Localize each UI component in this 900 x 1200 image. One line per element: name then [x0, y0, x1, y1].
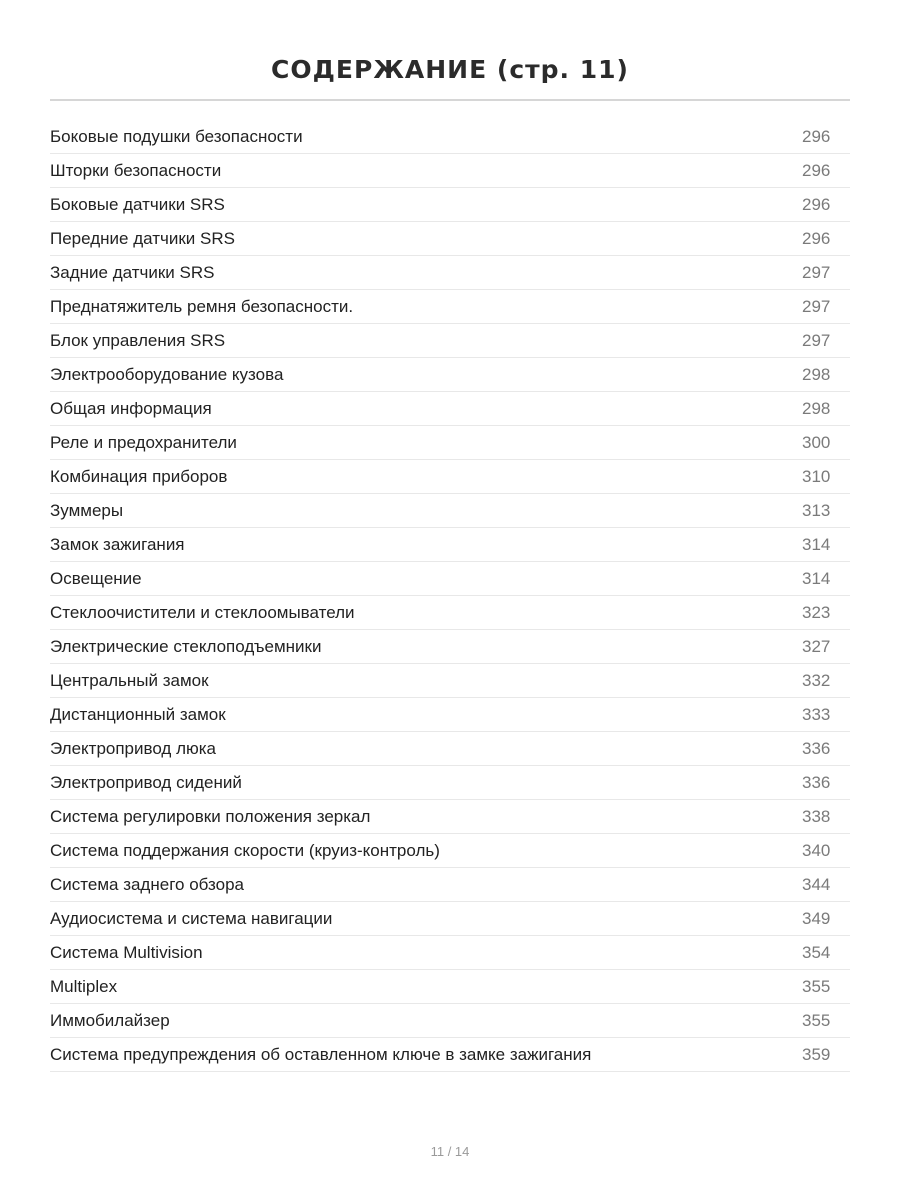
toc-entry-label: Преднатяжитель ремня безопасности.: [50, 296, 354, 316]
toc-entry-label: Multiplex: [50, 976, 118, 996]
toc-entry[interactable]: [50, 1038, 850, 1072]
toc-entry-page-number: 296: [802, 126, 831, 146]
toc-entry-label: Стеклоочистители и стеклоомыватели: [50, 602, 355, 622]
toc-entry-page-number: 297: [802, 296, 831, 316]
toc-entry-page-number: 344: [802, 874, 831, 894]
toc-entry[interactable]: [50, 902, 850, 936]
toc-entry-label: Боковые датчики SRS: [50, 194, 225, 214]
toc-entry-page-number: 355: [802, 976, 831, 996]
toc-entry[interactable]: [50, 596, 850, 630]
toc-entry[interactable]: [50, 630, 850, 664]
toc-entry-page-number: 327: [802, 636, 831, 656]
toc-entry[interactable]: [50, 120, 850, 154]
toc-entry-page-number: 338: [802, 806, 831, 826]
toc-entry-label: Система предупреждения об оставленном ключе в замке зажигания: [50, 1044, 592, 1064]
toc-entry-label: Электрические стеклоподъемники: [50, 636, 322, 656]
toc-entry-label: Шторки безопасности: [50, 160, 222, 180]
toc-entry-page-number: 296: [802, 228, 831, 248]
toc-entry-page-number: 310: [802, 466, 831, 486]
toc-entry-label: Замок зажигания: [50, 534, 185, 554]
toc-entry[interactable]: [50, 290, 850, 324]
toc-entry-page-number: 354: [802, 942, 831, 962]
toc-entry-label: Передние датчики SRS: [50, 228, 235, 248]
toc-entry[interactable]: [50, 358, 850, 392]
toc-entry-page-number: 298: [802, 398, 831, 418]
toc-entry[interactable]: [50, 460, 850, 494]
toc-entry-page-number: 336: [802, 772, 831, 792]
toc-entry[interactable]: [50, 324, 850, 358]
toc-entry[interactable]: [50, 528, 850, 562]
toc-entry-label: Система поддержания скорости (круиз-контроль): [50, 840, 440, 860]
toc-entry[interactable]: [50, 392, 850, 426]
toc-entry[interactable]: [50, 936, 850, 970]
toc-entry[interactable]: [50, 222, 850, 256]
page-title: СОДЕРЖАНИЕ (стр. 11): [271, 54, 629, 84]
toc-entry-page-number: 314: [802, 534, 831, 554]
table-of-contents: [50, 120, 850, 1072]
title-divider: [50, 99, 850, 101]
toc-entry-label: Освещение: [50, 568, 142, 588]
toc-entry-page-number: 332: [802, 670, 831, 690]
toc-entry[interactable]: [50, 800, 850, 834]
toc-entry-page-number: 323: [802, 602, 831, 622]
toc-entry[interactable]: [50, 766, 850, 800]
toc-entry-page-number: 333: [802, 704, 831, 724]
toc-entry-label: Боковые подушки безопасности: [50, 126, 303, 146]
toc-entry-label: Реле и предохранители: [50, 432, 237, 452]
toc-entry-label: Электропривод сидений: [50, 772, 242, 792]
toc-entry[interactable]: [50, 664, 850, 698]
toc-entry-page-number: 340: [802, 840, 831, 860]
toc-entry[interactable]: [50, 732, 850, 766]
toc-entry[interactable]: [50, 494, 850, 528]
toc-entry-page-number: 297: [802, 330, 831, 350]
toc-entry-page-number: 336: [802, 738, 831, 758]
toc-entry[interactable]: [50, 426, 850, 460]
page-indicator: 11 / 14: [430, 1144, 470, 1159]
toc-entry-page-number: 296: [802, 194, 831, 214]
toc-entry-page-number: 313: [802, 500, 831, 520]
toc-entry-page-number: 297: [802, 262, 831, 282]
toc-entry[interactable]: [50, 188, 850, 222]
toc-entry-label: Система регулировки положения зеркал: [50, 806, 371, 826]
toc-entry-label: Комбинация приборов: [50, 466, 228, 486]
toc-entry-label: Блок управления SRS: [50, 330, 226, 350]
toc-entry-label: Иммобилайзер: [50, 1010, 170, 1030]
toc-entry[interactable]: [50, 1004, 850, 1038]
toc-entry-label: Дистанционный замок: [50, 704, 226, 724]
toc-entry[interactable]: [50, 256, 850, 290]
toc-entry-label: Центральный замок: [50, 670, 209, 690]
toc-entry-label: Электрооборудование кузова: [50, 364, 284, 384]
toc-entry-label: Система заднего обзора: [50, 874, 244, 894]
toc-entry-page-number: 355: [802, 1010, 831, 1030]
toc-entry[interactable]: [50, 562, 850, 596]
toc-entry-label: Задние датчики SRS: [50, 262, 215, 282]
toc-entry[interactable]: [50, 154, 850, 188]
toc-entry-label: Общая информация: [50, 398, 212, 418]
toc-entry-page-number: 300: [802, 432, 831, 452]
toc-entry-page-number: 314: [802, 568, 831, 588]
toc-entry-page-number: 296: [802, 160, 831, 180]
toc-entry[interactable]: [50, 834, 850, 868]
toc-entry-page-number: 349: [802, 908, 831, 928]
toc-entry-page-number: 298: [802, 364, 831, 384]
toc-entry[interactable]: [50, 970, 850, 1004]
toc-entry[interactable]: [50, 868, 850, 902]
toc-entry-label: Система Multivision: [50, 942, 203, 962]
toc-entry-label: Аудиосистема и система навигации: [50, 908, 333, 928]
toc-entry-label: Зуммеры: [50, 500, 124, 520]
toc-entry-page-number: 359: [802, 1044, 831, 1064]
toc-entry[interactable]: [50, 698, 850, 732]
toc-entry-label: Электропривод люка: [50, 738, 217, 758]
